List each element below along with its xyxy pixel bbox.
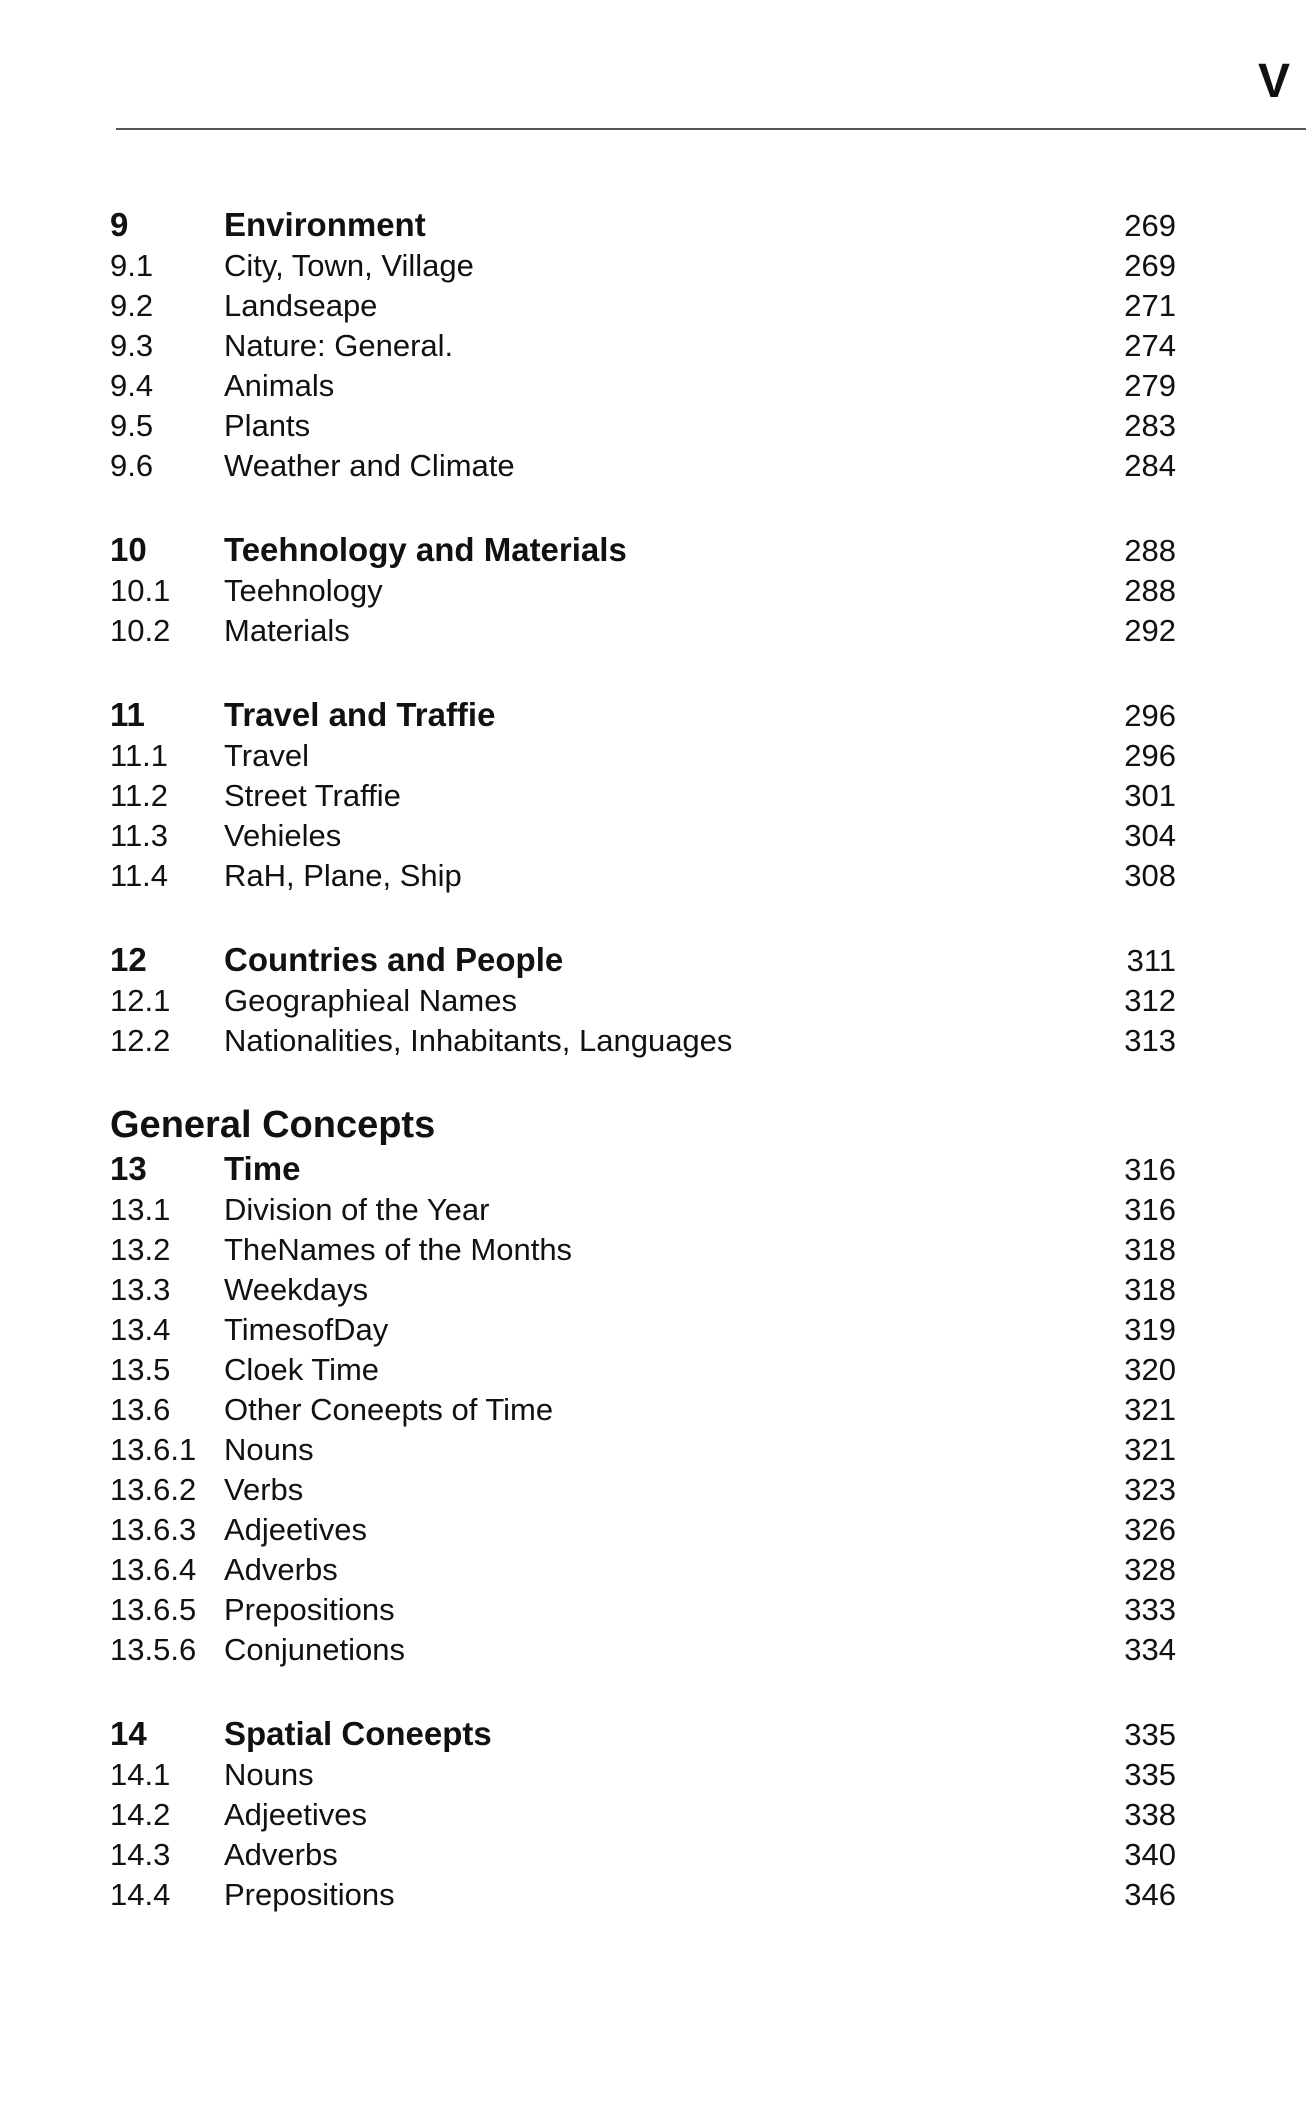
section-entry [110, 1021, 1176, 1061]
section-entry [110, 286, 1176, 326]
entry-page: 301 [1124, 778, 1176, 813]
entry-number: 10.2 [110, 613, 171, 648]
chapter-heading [110, 1148, 1176, 1190]
section-entry [110, 1470, 1176, 1510]
entry-number: 14.3 [110, 1837, 171, 1872]
chapter-block [110, 1713, 1176, 1915]
entry-page: 274 [1124, 328, 1176, 363]
entry-page: 335 [1124, 1757, 1176, 1792]
entry-page: 319 [1124, 1312, 1176, 1347]
section-entry [110, 1190, 1176, 1230]
section-entry [110, 406, 1176, 446]
entry-number: 11 [110, 696, 145, 733]
entry-title: RaH, Plane, Ship [224, 858, 462, 893]
entry-number: 11.2 [110, 778, 169, 813]
entry-page: 304 [1124, 818, 1176, 853]
chapter-heading [110, 1713, 1176, 1755]
entry-title: Weather and Climate [224, 448, 515, 483]
entry-title: Nationalities, Inhabitants, Languages [224, 1023, 733, 1058]
entry-page: 271 [1124, 288, 1176, 323]
entry-title: Weekdays [224, 1272, 369, 1307]
entry-number: 9.5 [110, 408, 154, 443]
entry-page: 318 [1124, 1232, 1176, 1267]
entry-number: 13.5.6 [110, 1632, 197, 1667]
section-entry [110, 736, 1176, 776]
entry-page: 292 [1124, 613, 1176, 648]
entry-title: TheNames of the Months [224, 1232, 573, 1267]
entry-page: 279 [1124, 368, 1176, 403]
entry-title: Street Traffie [224, 778, 401, 813]
entry-page: 288 [1124, 533, 1176, 568]
section-entry [110, 981, 1176, 1021]
entry-page: 269 [1124, 208, 1176, 243]
entry-number: 13.2 [110, 1232, 171, 1267]
section-entry [110, 446, 1176, 486]
entry-title: Verbs [224, 1472, 304, 1507]
entry-page: 323 [1124, 1472, 1176, 1507]
section-entry [110, 1310, 1176, 1350]
chapter-block [110, 204, 1176, 486]
section-entry [110, 1590, 1176, 1630]
header-rule [116, 128, 1306, 130]
section-entry [110, 1875, 1176, 1915]
chapter-heading [110, 939, 1176, 981]
entry-title: Prepositions [224, 1877, 395, 1912]
entry-title: Travel [224, 738, 309, 773]
entry-number: 14.2 [110, 1797, 171, 1832]
entry-page: 284 [1124, 448, 1176, 483]
entry-title: Countries and People [224, 941, 564, 978]
section-entry [110, 1550, 1176, 1590]
entry-title: Spatial Coneepts [224, 1715, 492, 1752]
entry-number: 13.6.3 [110, 1512, 197, 1547]
entry-title: Environment [224, 206, 426, 243]
entry-number: 9.6 [110, 448, 154, 483]
entry-page: 335 [1124, 1717, 1176, 1752]
entry-page: 296 [1124, 738, 1176, 773]
entry-number: 13.6.4 [110, 1552, 197, 1587]
section-entry [110, 1835, 1176, 1875]
entry-number: 13.3 [110, 1272, 171, 1307]
section-entry [110, 1430, 1176, 1470]
entry-number: 9.3 [110, 328, 154, 363]
entry-title: Prepositions [224, 1592, 395, 1627]
entry-title: Adverbs [224, 1837, 338, 1872]
entry-title: Teehnology and Materials [224, 531, 627, 568]
entry-title: TimesofDay [224, 1312, 389, 1347]
entry-number: 14.4 [110, 1877, 171, 1912]
entry-title: Adverbs [224, 1552, 338, 1587]
entry-title: Animals [224, 368, 335, 403]
section-entry [110, 1270, 1176, 1310]
entry-number: 10.1 [110, 573, 171, 608]
chapter-block [110, 939, 1176, 1061]
entry-number: 9 [110, 206, 129, 243]
entry-title: Travel and Traffie [224, 696, 496, 733]
entry-number: 13.6 [110, 1392, 171, 1427]
entry-page: 333 [1124, 1592, 1176, 1627]
entry-page: 312 [1124, 983, 1176, 1018]
section-entry [110, 1390, 1176, 1430]
entry-page: 321 [1124, 1432, 1176, 1467]
entry-number: 12.1 [110, 983, 171, 1018]
section-entry [110, 856, 1176, 896]
section-entry [110, 816, 1176, 856]
entry-title: Geographieal Names [224, 983, 517, 1018]
entry-number: 11.3 [110, 818, 169, 853]
chapter-block [110, 694, 1176, 896]
entry-title: Nature: General. [224, 328, 454, 363]
entry-number: 11.4 [110, 858, 169, 893]
entry-title: Nouns [224, 1757, 314, 1792]
entry-title: Conjunetions [224, 1632, 405, 1667]
entry-number: 13 [110, 1150, 147, 1187]
entry-title: City, Town, Village [224, 248, 474, 283]
entry-number: 13.6.5 [110, 1592, 197, 1627]
chapter-block [110, 529, 1176, 651]
entry-page: 334 [1124, 1632, 1176, 1667]
section-entry [110, 1350, 1176, 1390]
chapter-block [110, 1148, 1176, 1670]
entry-number: 11.1 [110, 738, 169, 773]
entry-number: 13.5 [110, 1352, 171, 1387]
section-entry [110, 776, 1176, 816]
section-entry [110, 1755, 1176, 1795]
entry-title: Adjeetives [224, 1512, 368, 1547]
part-title: General Concepts [110, 1104, 436, 1146]
entry-page: 320 [1124, 1352, 1176, 1387]
table-of-contents [110, 204, 1176, 1958]
entry-page: 288 [1124, 573, 1176, 608]
chapter-heading [110, 204, 1176, 246]
section-entry [110, 611, 1176, 651]
entry-title: Plants [224, 408, 311, 443]
entry-title: Nouns [224, 1432, 314, 1467]
entry-page: 328 [1124, 1552, 1176, 1587]
section-entry [110, 366, 1176, 406]
entry-title: Time [224, 1150, 301, 1187]
entry-title: Vehieles [224, 818, 342, 853]
entry-title: Cloek Time [224, 1352, 380, 1387]
entry-page: 346 [1124, 1877, 1176, 1912]
entry-number: 12.2 [110, 1023, 171, 1058]
entry-page: 296 [1124, 698, 1176, 733]
entry-page: 283 [1124, 408, 1176, 443]
entry-page: 308 [1124, 858, 1176, 893]
chapter-heading [110, 529, 1176, 571]
chapters-after-list [110, 1148, 1176, 1915]
entry-title: Teehnology [224, 573, 383, 608]
entry-page: 316 [1124, 1152, 1176, 1187]
entry-title: Other Coneepts of Time [224, 1392, 554, 1427]
chapter-heading [110, 694, 1176, 736]
entry-title: Division of the Year [224, 1192, 490, 1227]
section-entry [110, 1630, 1176, 1670]
entry-page: 316 [1124, 1192, 1176, 1227]
entry-number: 14 [110, 1715, 147, 1752]
section-entry [110, 246, 1176, 286]
entry-number: 13.4 [110, 1312, 171, 1347]
entry-page: 311 [1126, 943, 1176, 978]
section-entry [110, 1230, 1176, 1270]
entry-number: 14.1 [110, 1757, 171, 1792]
entry-title: Landseape [224, 288, 378, 323]
entry-number: 13.6.2 [110, 1472, 197, 1507]
entry-page: 326 [1124, 1512, 1176, 1547]
entry-page: 321 [1124, 1392, 1176, 1427]
entry-number: 9.1 [110, 248, 154, 283]
entry-number: 9.4 [110, 368, 154, 403]
entry-number: 10 [110, 531, 147, 568]
entry-number: 13.1 [110, 1192, 171, 1227]
entry-page: 340 [1124, 1837, 1176, 1872]
section-entry [110, 326, 1176, 366]
entry-page: 269 [1124, 248, 1176, 283]
entry-page: 318 [1124, 1272, 1176, 1307]
entry-page: 338 [1124, 1797, 1176, 1832]
section-entry [110, 1510, 1176, 1550]
section-entry [110, 571, 1176, 611]
chapters-before-list [110, 204, 1176, 1061]
entry-number: 9.2 [110, 288, 154, 323]
entry-title: Materials [224, 613, 350, 648]
entry-number: 13.6.1 [110, 1432, 197, 1467]
section-entry [110, 1795, 1176, 1835]
entry-number: 12 [110, 941, 147, 978]
page-number: V [1257, 55, 1290, 108]
entry-title: Adjeetives [224, 1797, 368, 1832]
entry-page: 313 [1124, 1023, 1176, 1058]
